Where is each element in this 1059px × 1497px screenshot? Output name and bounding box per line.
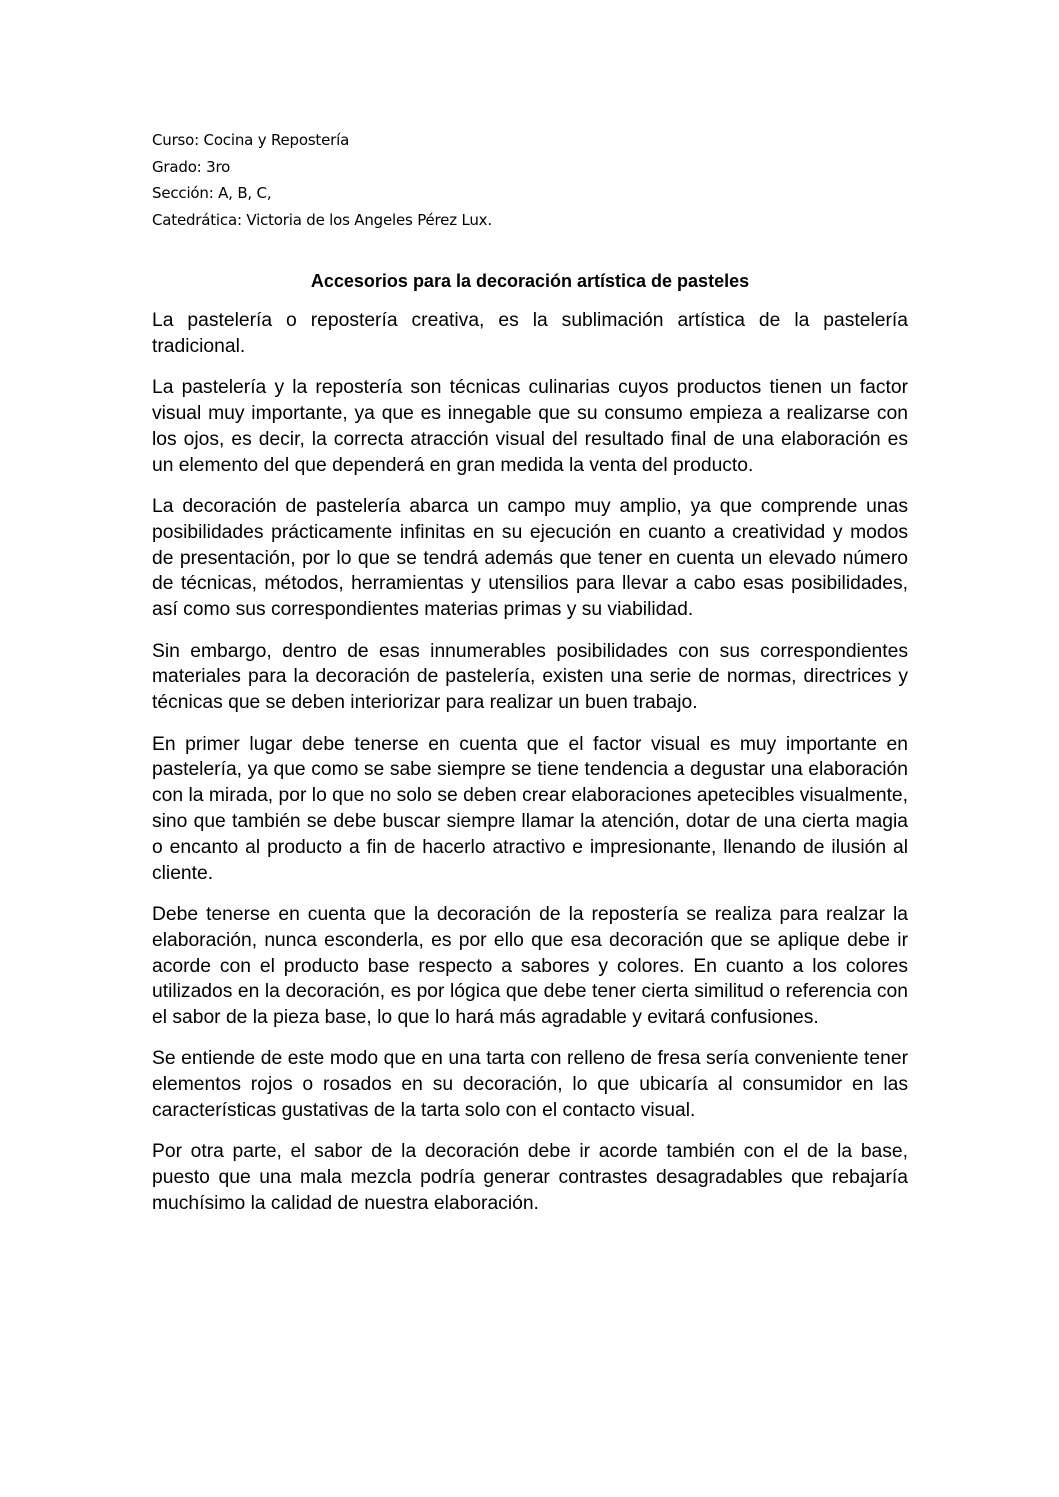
paragraph-strawberry-example: Se entiende de este modo que en una tarta con relleno de fresa sería conveniente tener elementos rojos o rosados en su decoración, lo que ubicaría al consumidor en las características gustativas de la tarta solo con el contacto visual.	[152, 1048, 908, 1122]
paragraph-flavor: Por otra parte, el sabor de la decoración debe ir acorde también con el de la base, puesto que una mala mezcla podría generar contrastes desagradables que rebajaría muchísimo la calidad de nuestra elaboración.	[152, 1141, 908, 1215]
paragraph-visual-factor: La pastelería y la repostería son técnicas culinarias cuyos productos tienen un factor visual muy importante, ya que es innegable que su consumo empieza a realizarse con los ojos, es decir, la correcta atracción visual del resultado final de una elaboración es un elemento del que dependerá en gran medida la venta del producto.	[152, 377, 908, 476]
paragraph-enhance: Debe tenerse en cuenta que la decoración de la repostería se realiza para realzar la elaboración, nunca esconderla, es por ello que esa decoración que se aplique debe ir acorde con el producto base respecto a sabores y colores. En cuanto a los colores utilizados en la decoración, es por lógica que debe tener cierta similitud o referencia con el sabor de la pieza base, lo que lo hará más agradable y evitará confusiones.	[152, 903, 908, 1029]
paragraph-first-place: En primer lugar debe tenerse en cuenta que el factor visual es muy importante en pastelería, ya que como se sabe siempre se tiene tendencia a degustar una elaboración con la mirada, por lo que no solo se deben crear elaboraciones apetecibles visualmente, sino que también se debe buscar siempre llamar la atención, dotar de una cierta magia o encanto al producto a fin de hacerlo atractivo e impresionante, llenando de ilusión al cliente.	[152, 733, 908, 884]
teacher-line: Catedrática: Victoria de los Angeles Pérez Lux.	[152, 210, 492, 229]
course-line: Curso: Cocina y Repostería	[152, 131, 350, 149]
document-title: Accesorios para la decoración artística de pasteles	[310, 271, 750, 291]
paragraph-norms: Sin embargo, dentro de esas innumerables posibilidades con sus correspondientes materiales para la decoración de pastelería, existen una serie de normas, directrices y técnicas que se deben interiorizar para realizar un buen trabajo.	[152, 640, 908, 714]
paragraph-intro: La pastelería o repostería creativa, es la sublimación artística de la pastelería tradicional.	[152, 310, 908, 357]
grade-line: Grado: 3ro	[152, 157, 231, 176]
paragraph-decoration-scope: La decoración de pastelería abarca un campo muy amplio, ya que comprende unas posibilidades prácticamente infinitas en su ejecución en cuanto a creatividad y modos de presentación, por lo que se tendrá además que tener en cuenta un elevado número de técnicas, métodos, herramientas y utensilios para llevar a cabo esas posibilidades, así como sus correspondientes materias primas y su viabilidad.	[152, 495, 908, 621]
section-line: Sección: A, B, C,	[152, 184, 272, 202]
course-header	[152, 127, 852, 233]
document-body	[152, 308, 908, 1232]
